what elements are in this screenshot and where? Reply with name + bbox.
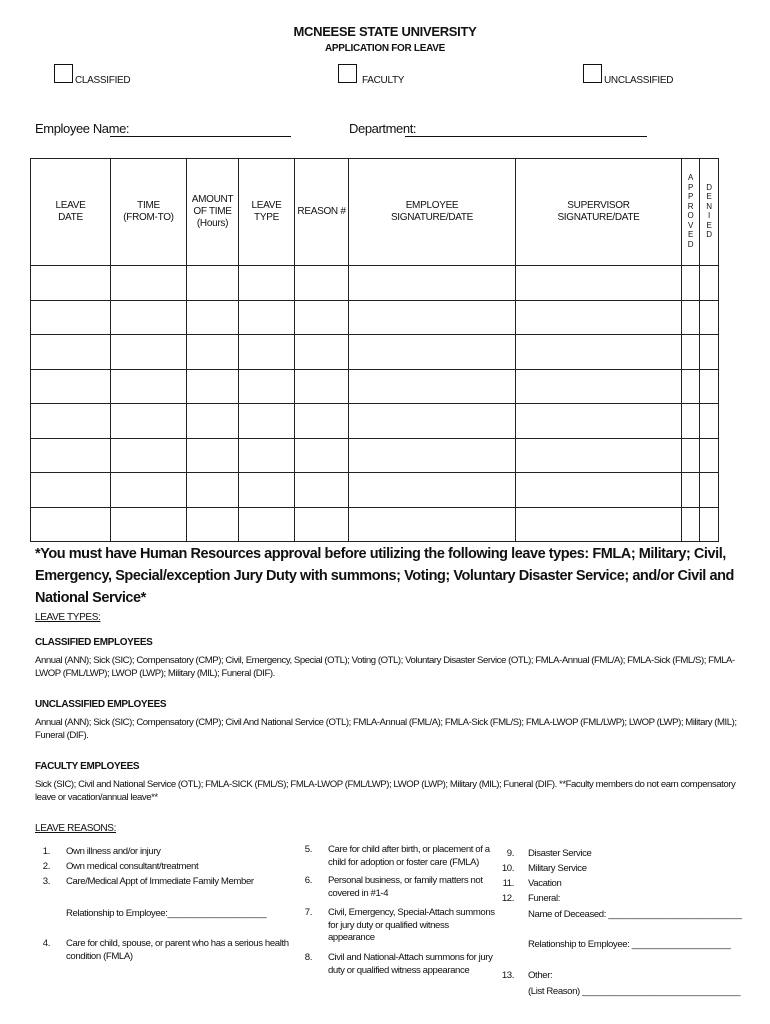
table-cell[interactable] <box>349 335 516 370</box>
table-cell[interactable] <box>187 369 239 404</box>
table-cell[interactable] <box>516 473 682 508</box>
classified-leave-types: Annual (ANN); Sick (SIC); Compensatory (CMP); Civil, Emergency, Special (OTL); Voting (OTL); Voluntary Disaster Service (OTL); FMLA-Annual (FML/A); FMLA-Sick (FML/S); FMLA-LWOP (FML/LWP); LWOP (LWP); Military (MIL); Funeral (DIF). <box>35 655 735 679</box>
leave-reason-number: 10. <box>501 863 514 874</box>
table-cell[interactable] <box>349 300 516 335</box>
leave-reason-text: Funeral: <box>528 893 560 904</box>
leave-reason-number: 13. <box>501 970 514 981</box>
table-cell[interactable] <box>31 266 111 301</box>
leave-reason-number: 9. <box>506 848 514 859</box>
table-cell[interactable] <box>349 369 516 404</box>
table-cell[interactable] <box>187 335 239 370</box>
leave-reason-number: 12. <box>501 893 514 904</box>
table-cell[interactable] <box>295 369 349 404</box>
table-cell[interactable] <box>682 266 700 301</box>
table-cell[interactable] <box>239 369 295 404</box>
department-field[interactable] <box>405 124 647 137</box>
table-row <box>31 438 719 473</box>
table-cell[interactable] <box>700 300 719 335</box>
header-approved: A P P R O V E D <box>682 159 700 266</box>
table-cell[interactable] <box>111 438 187 473</box>
table-header-row <box>31 159 719 266</box>
table-cell[interactable] <box>187 266 239 301</box>
table-cell[interactable] <box>349 507 516 542</box>
table-cell[interactable] <box>111 473 187 508</box>
table-row <box>31 473 719 508</box>
leave-reason-text: Disaster Service <box>528 848 592 859</box>
leave-reason-text: Own illness and/or injury <box>66 846 161 857</box>
table-cell[interactable] <box>682 300 700 335</box>
table-cell[interactable] <box>111 266 187 301</box>
table-cell[interactable] <box>239 335 295 370</box>
leave-reasons-heading: LEAVE REASONS: <box>35 823 117 834</box>
table-cell[interactable] <box>187 300 239 335</box>
leave-reason-text: Own medical consultant/treatment <box>66 861 199 872</box>
table-cell[interactable] <box>295 473 349 508</box>
classified-label: CLASSIFIED <box>75 75 131 86</box>
faculty-employees-heading: FACULTY EMPLOYEES <box>35 761 140 772</box>
table-cell[interactable] <box>682 438 700 473</box>
form-title: MCNEESE STATE UNIVERSITY <box>293 24 477 39</box>
header-leave-date: LEAVE DATE <box>31 159 111 266</box>
leave-table <box>30 158 719 542</box>
leave-reason-text: Vacation <box>528 878 562 889</box>
leave-reason-number: 5. <box>304 844 312 855</box>
table-cell[interactable] <box>682 507 700 542</box>
table-cell[interactable] <box>700 507 719 542</box>
faculty-label: FACULTY <box>362 75 405 86</box>
faculty-checkbox[interactable] <box>338 64 357 83</box>
header-denied: D E N I E D <box>700 159 719 266</box>
table-cell[interactable] <box>516 438 682 473</box>
table-cell[interactable] <box>700 438 719 473</box>
leave-reason-text: Care for child after birth, or placement of a child for adoption or foster care (FMLA) <box>328 844 490 868</box>
table-cell[interactable] <box>516 507 682 542</box>
table-cell[interactable] <box>111 404 187 439</box>
table-cell[interactable] <box>349 266 516 301</box>
table-cell[interactable] <box>31 335 111 370</box>
table-cell[interactable] <box>349 438 516 473</box>
classified-checkbox[interactable] <box>54 64 73 83</box>
leave-reason-number: 6. <box>304 875 312 886</box>
leave-reason-number: 3. <box>42 876 50 887</box>
table-cell[interactable] <box>349 473 516 508</box>
table-cell[interactable] <box>31 438 111 473</box>
table-cell[interactable] <box>682 369 700 404</box>
table-cell[interactable] <box>295 335 349 370</box>
leave-reason-text: Civil and National-Attach summons for jury duty or qualified witness appearance <box>328 952 493 976</box>
table-cell[interactable] <box>700 335 719 370</box>
table-cell[interactable] <box>31 473 111 508</box>
table-cell[interactable] <box>516 369 682 404</box>
unclassified-employees-heading: UNCLASSIFIED EMPLOYEES <box>35 699 167 710</box>
table-cell[interactable] <box>516 404 682 439</box>
table-cell[interactable] <box>239 300 295 335</box>
leave-reason-text: Relationship to Employee: ____________________ <box>528 939 731 950</box>
unclassified-checkbox[interactable] <box>583 64 602 83</box>
table-row <box>31 266 719 301</box>
classified-employees-heading: CLASSIFIED EMPLOYEES <box>35 637 153 648</box>
header-supervisor-signature: SUPERVISOR SIGNATURE/DATE <box>516 159 682 266</box>
table-row <box>31 300 719 335</box>
leave-reason-number: 11. <box>502 878 514 889</box>
header-amount: AMOUNT OF TIME (Hours) <box>187 159 239 266</box>
leave-reason-text: Civil, Emergency, Special-Attach summons for jury duty or qualified witness appearance <box>328 907 495 943</box>
leave-reason-text: Personal business, or family matters not covered in #1-4 <box>328 875 483 899</box>
table-cell[interactable] <box>187 507 239 542</box>
table-cell[interactable] <box>31 404 111 439</box>
leave-reason-number: 2. <box>42 861 50 872</box>
table-cell[interactable] <box>31 507 111 542</box>
unclassified-label: UNCLASSIFIED <box>604 75 674 86</box>
table-cell[interactable] <box>111 369 187 404</box>
table-cell[interactable] <box>239 266 295 301</box>
table-cell[interactable] <box>187 473 239 508</box>
header-employee-signature: EMPLOYEE SIGNATURE/DATE <box>349 159 516 266</box>
leave-reason-text: Other: <box>528 970 553 981</box>
table-cell[interactable] <box>295 507 349 542</box>
hr-approval-note: *You must have Human Resources approval before utilizing the following leave types: FMLA; Military; Civil, Emergency, Special/exception Jury Duty with summons; Voting; Voluntary Disaster Service; and/or Civil and National Service* <box>35 546 734 606</box>
table-cell[interactable] <box>239 473 295 508</box>
table-cell[interactable] <box>31 300 111 335</box>
leave-reason-text: Relationship to Employee:____________________ <box>66 908 267 919</box>
table-cell[interactable] <box>295 300 349 335</box>
leave-reason-text: Military Service <box>528 863 587 874</box>
leave-reason-number: 7. <box>304 907 312 918</box>
header-leave-type: LEAVE TYPE <box>239 159 295 266</box>
leave-reason-number: 1. <box>42 846 50 857</box>
table-cell[interactable] <box>187 404 239 439</box>
table-cell[interactable] <box>111 335 187 370</box>
table-cell[interactable] <box>31 369 111 404</box>
leave-reason-text: Name of Deceased: ___________________________ <box>528 909 742 920</box>
table-cell[interactable] <box>516 335 682 370</box>
table-cell[interactable] <box>111 300 187 335</box>
leave-reason-number: 4. <box>42 938 50 949</box>
table-cell[interactable] <box>239 438 295 473</box>
leave-reason-text: Care for child, spouse, or parent who has a serious health condition (FMLA) <box>66 938 289 962</box>
leave-reason-number: 8. <box>304 952 312 963</box>
table-cell[interactable] <box>239 404 295 439</box>
table-cell[interactable] <box>682 473 700 508</box>
unclassified-leave-types: Annual (ANN); Sick (SIC); Compensatory (CMP); Civil And National Service (OTL); FMLA-Annual (FML/A); FMLA-Sick (FML/S); FMLA-LWOP (FML/LWP); LWOP (LWP); Military (MIL); Funeral (DIF). <box>35 717 737 741</box>
table-cell[interactable] <box>700 369 719 404</box>
table-row <box>31 404 719 439</box>
table-cell[interactable] <box>239 507 295 542</box>
table-row <box>31 507 719 542</box>
faculty-leave-types: Sick (SIC); Civil and National Service (OTL); FMLA-SICK (FML/S); FMLA-LWOP (FML/LWP); LWOP (LWP); Military (MIL); Funeral (DIF). **Faculty members do not earn compensatory leave or vacation/annual leave** <box>35 779 736 803</box>
table-cell[interactable] <box>700 404 719 439</box>
table-cell[interactable] <box>111 507 187 542</box>
table-cell[interactable] <box>349 404 516 439</box>
table-cell[interactable] <box>700 473 719 508</box>
table-cell[interactable] <box>682 335 700 370</box>
header-time: TIME (FROM-TO) <box>111 159 187 266</box>
leave-types-heading: LEAVE TYPES: <box>35 612 101 623</box>
table-row <box>31 369 719 404</box>
table-cell[interactable] <box>516 300 682 335</box>
table-cell[interactable] <box>682 404 700 439</box>
table-row <box>31 335 719 370</box>
table-cell[interactable] <box>187 438 239 473</box>
employee-name-label: Employee Name: <box>35 121 130 136</box>
employee-name-field[interactable] <box>110 124 291 137</box>
form-subtitle: APPLICATION FOR LEAVE <box>325 43 445 54</box>
table-cell[interactable] <box>295 438 349 473</box>
department-label: Department: <box>349 121 417 136</box>
header-reason: REASON # <box>295 159 349 266</box>
table-cell[interactable] <box>700 266 719 301</box>
table-cell[interactable] <box>295 404 349 439</box>
leave-reason-text: Care/Medical Appt of Immediate Family Member <box>66 876 254 887</box>
table-cell[interactable] <box>295 266 349 301</box>
leave-reason-text: (List Reason) ________________________________ <box>528 986 741 997</box>
table-cell[interactable] <box>516 266 682 301</box>
